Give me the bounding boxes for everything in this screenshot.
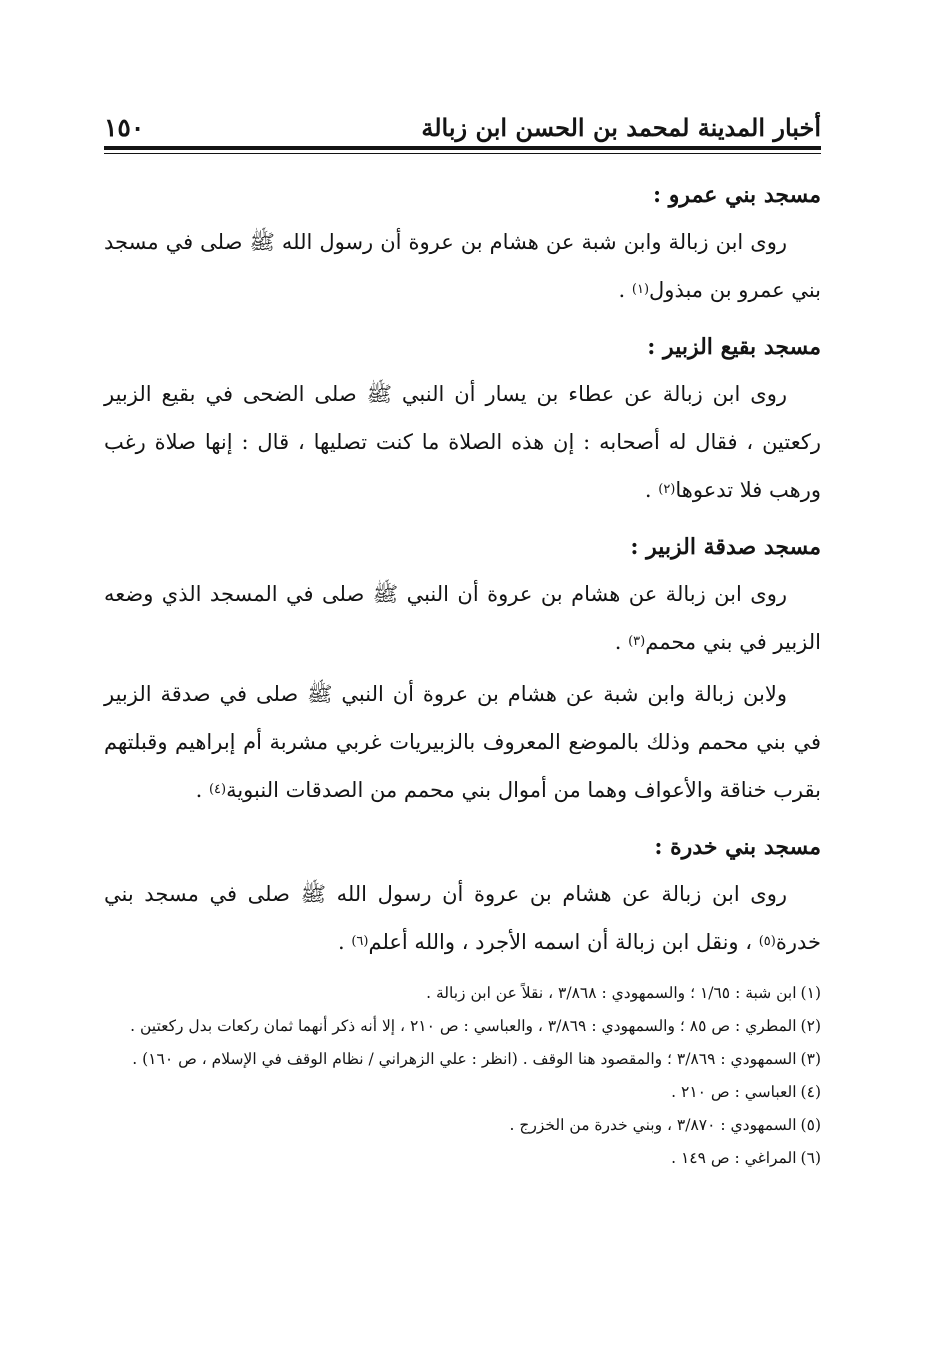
footnote-ref: (٤) bbox=[208, 782, 227, 797]
paragraph: روى ابن زبالة عن هشام بن عروة أن رسول الله ﷺ صلى في مسجد بني خدرة$^{(٥)}$ ، ونقل ابن زبالة أن اسمه الأجرد ، والله أعلم$^{(٦)}$ . bbox=[104, 882, 821, 954]
footnote: (٢)المطري : ص ٨٥ ؛ والسمهودي : ٣/٨٦٩ ، والعباسي : ص ٢١٠ ، إلا أنه ذكر أنهما ثمان ركعات بدل ركعتين . bbox=[130, 1017, 821, 1035]
footnote: (٦)المراغي : ص ١٤٩ . bbox=[671, 1149, 821, 1167]
paragraph: روى ابن زبالة وابن شبة عن هشام بن عروة أن رسول الله ﷺ صلى في مسجد بني عمرو بن مبذول$^{(١)}$ . bbox=[104, 230, 821, 302]
footnote: (١)ابن شبة : ١/٦٥ ؛ والسمهودي : ٣/٨٦٨ ، نقلاً عن ابن زبالة . bbox=[426, 984, 821, 1002]
footnote-ref: (٦) bbox=[351, 934, 369, 949]
main-text bbox=[104, 166, 821, 970]
section-heading: مسجد بقيع الزبير : bbox=[647, 334, 821, 360]
footnote-ref: (٢) bbox=[658, 482, 676, 497]
section-heading: مسجد صدقة الزبير : bbox=[630, 534, 821, 560]
footnote-ref: (٥) bbox=[758, 934, 776, 949]
running-header bbox=[104, 108, 821, 142]
page-number: ١٥٠ bbox=[104, 113, 145, 142]
header-rule-thin bbox=[104, 153, 821, 154]
footnote: (٤)العباسي : ص ٢١٠ . bbox=[671, 1083, 821, 1101]
section-heading: مسجد بني عمرو : bbox=[653, 182, 821, 208]
footnote-ref: (٣) bbox=[628, 634, 646, 649]
section-heading: مسجد بني خدرة : bbox=[654, 834, 821, 860]
book-title: أخبار المدينة لمحمد بن الحسن ابن زبالة bbox=[421, 113, 821, 142]
paragraph: روى ابن زبالة عن عطاء بن يسار أن النبي ﷺ صلى الضحى في بقيع الزبير ركعتين ، فقال له أصحابه : إن هذه الصلاة ما كنت تصليها ، قال : إنها صلاة رغب ورهب فلا تدعوها$^{(٢)}$ . bbox=[104, 382, 821, 502]
paragraph: روى ابن زبالة عن هشام بن عروة أن النبي ﷺ صلى في المسجد الذي وضعه الزبير في بني محمم$^{(٣)}$ . bbox=[104, 582, 821, 654]
footnote: (٥)السمهودي : ٣/٨٧٠ ، وبني خدرة من الخزرج . bbox=[509, 1116, 821, 1134]
header-rule-thick bbox=[104, 146, 821, 150]
footnote-ref: (١) bbox=[631, 282, 650, 297]
footnotes bbox=[104, 978, 821, 1176]
paragraph: ولابن زبالة وابن شبة عن هشام بن عروة أن النبي ﷺ صلى في صدقة الزبير في بني محمم وذلك بالموضع المعروف بالزبيريات غربي مشربة أم إبراهيم وقبلتهم بقرب خناقة والأعواف وهما من أموال بني محمم من الصدقات النبوية$^{(٤)}$ . bbox=[104, 682, 821, 802]
footnote: (٣)السمهودي : ٣/٨٦٩ ؛ والمقصود هنا الوقف . (انظر : علي الزهراني / نظام الوقف في الإسلام ، ص ١٦٠) . bbox=[132, 1050, 821, 1068]
